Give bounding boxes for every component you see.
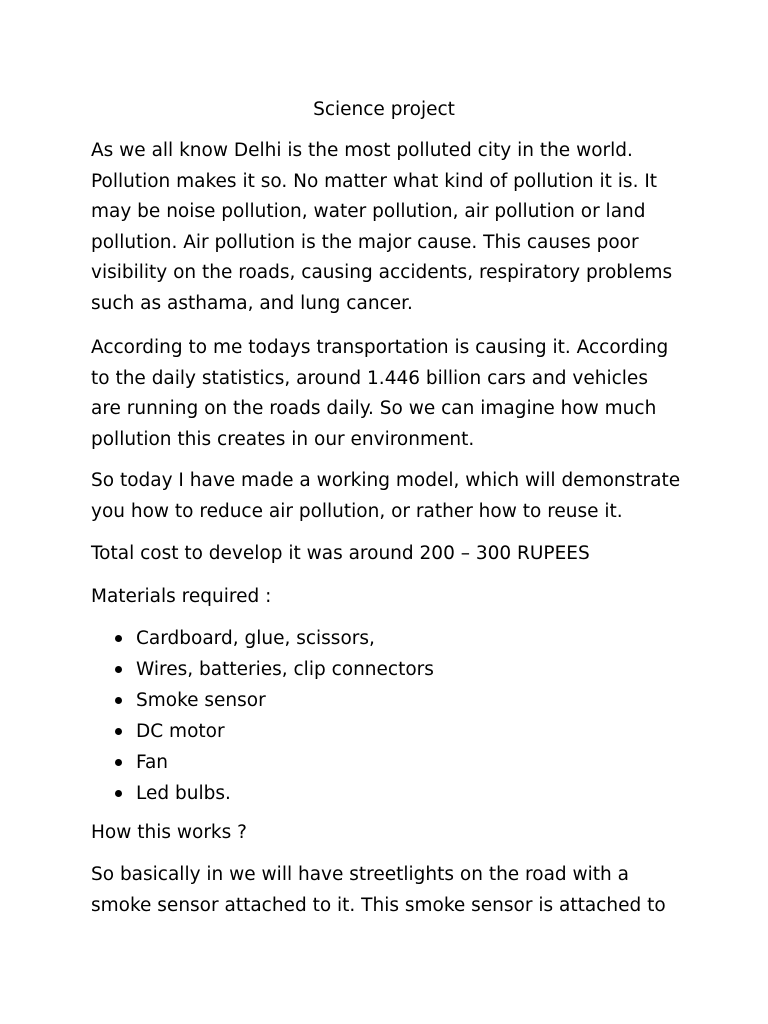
paragraph-line: may be noise pollution, water pollution, air pollution or land [91, 201, 646, 223]
bullet-icon [115, 759, 122, 766]
paragraph-line: According to me todays transportation is causing it. According [91, 337, 669, 358]
total-cost-text [91, 539, 691, 570]
paragraph-line: pollution. Air pollution is the major cause. This causes poor [91, 231, 639, 253]
paragraph-delhi-pollution [91, 136, 691, 320]
list-item-label: DC motor [136, 721, 225, 742]
bullet-icon [115, 790, 122, 797]
paragraph-line: Pollution makes it so. No matter what kind of pollution it is. It [91, 170, 658, 192]
bullet-icon [115, 635, 122, 642]
list-item-label: Led bulbs. [136, 783, 231, 804]
heading-line: How this works ? [91, 822, 247, 843]
list-item [91, 654, 691, 685]
paragraph-line: visibility on the roads, causing accidents, respiratory problems [91, 262, 673, 284]
paragraph-line: are running on the roads daily. So we can imagine how much [91, 398, 657, 420]
list-item-label: Fan [136, 752, 169, 773]
list-item [91, 685, 691, 716]
paragraph-line: Total cost to develop it was around 200 – 300 RUPEES [91, 543, 590, 564]
paragraph-streetlights [91, 860, 691, 921]
list-item [91, 716, 691, 747]
materials-list [91, 623, 691, 809]
list-item-label: Smoke sensor [136, 690, 266, 711]
document-title: Science project [313, 99, 455, 120]
list-item [91, 623, 691, 654]
bullet-icon [115, 666, 122, 673]
paragraph-line: So today I have made a working model, which will demonstrate [91, 470, 681, 491]
list-item [91, 747, 691, 778]
list-item [91, 778, 691, 809]
materials-heading [91, 582, 691, 613]
paragraph-line: So basically in we will have streetlights on the road with a [91, 864, 629, 885]
bullet-icon [115, 697, 122, 704]
paragraph-line: pollution this creates in our environment. [91, 428, 475, 450]
paragraph-line: to the daily statistics, around 1.446 billion cars and vehicles [91, 367, 648, 389]
heading-line: Materials required : [91, 586, 272, 607]
paragraph-line: smoke sensor attached to it. This smoke sensor is attached to [91, 894, 666, 916]
bullet-icon [115, 728, 122, 735]
list-item-label: Wires, batteries, clip connectors [136, 659, 434, 680]
paragraph-line: such as asthama, and lung cancer. [91, 292, 413, 314]
list-item-label: Cardboard, glue, scissors, [136, 628, 375, 649]
paragraph-transportation [91, 333, 691, 455]
paragraph-line: you how to reduce air pollution, or rather how to reuse it. [91, 500, 623, 522]
paragraph-working-model [91, 466, 691, 527]
paragraph-line: As we all know Delhi is the most polluted city in the world. [91, 140, 633, 161]
how-it-works-heading [91, 818, 691, 849]
